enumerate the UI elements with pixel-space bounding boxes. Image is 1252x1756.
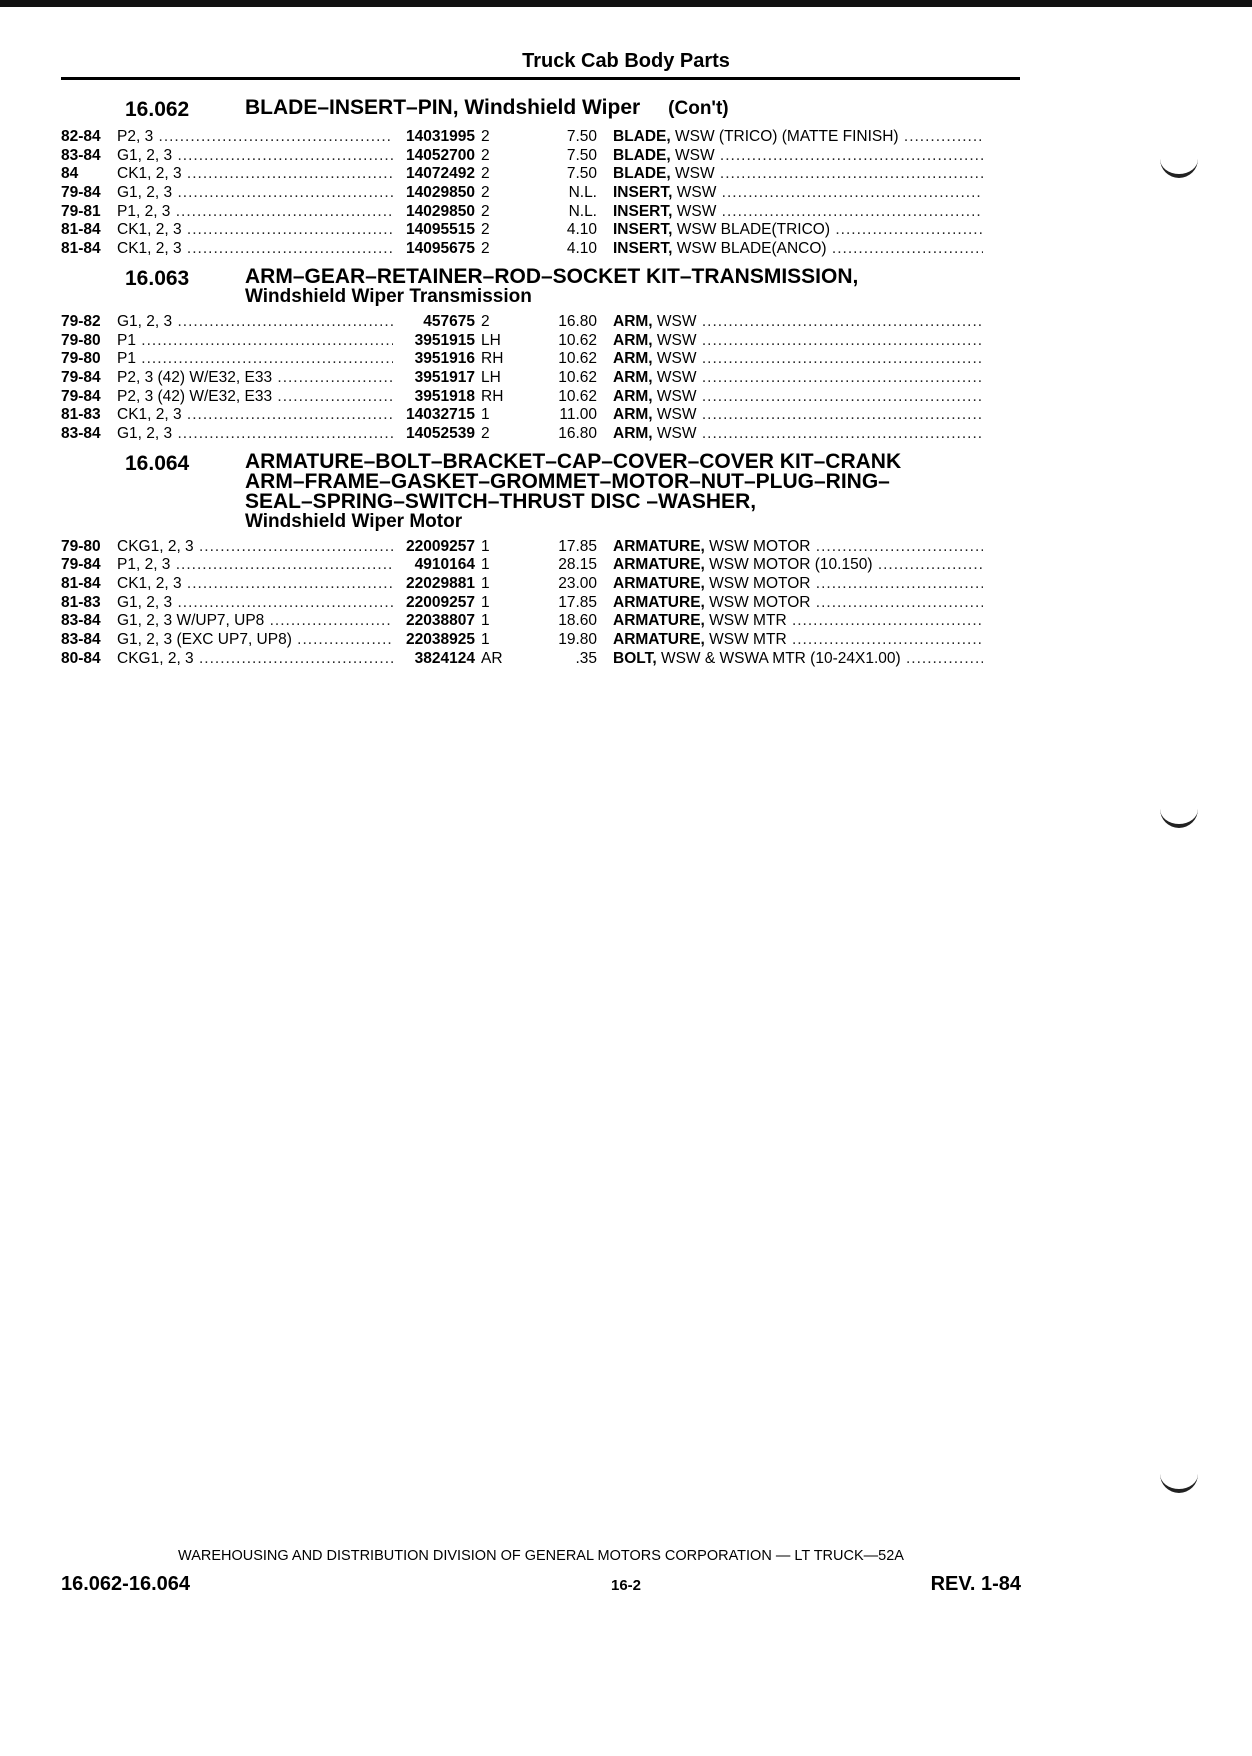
description (613, 650, 983, 669)
quantity: 2 (481, 128, 490, 145)
description (613, 388, 983, 407)
part-row (61, 332, 1021, 351)
description (613, 240, 983, 259)
part-name: INSERT, (613, 202, 673, 220)
part-number: 14029850 (406, 184, 475, 202)
quantity: RH (481, 387, 504, 405)
part-name: BLADE, (613, 165, 671, 183)
section-16-063 (61, 264, 1021, 444)
description (613, 332, 983, 351)
part-number: 14029850 (406, 202, 475, 220)
quantity: RH (481, 350, 504, 368)
section-title-text: ARM–GEAR–RETAINER–ROD–SOCKET KIT–TRANSMISSION, (245, 264, 859, 288)
part-number: 3951916 (414, 350, 475, 368)
part-row (61, 165, 1021, 184)
description (613, 184, 983, 203)
models: P2, 3 (42) W/E32, E33 ..... (117, 388, 393, 407)
price: 11.00 (559, 406, 597, 424)
part-row (61, 425, 1021, 444)
section-header (61, 264, 1021, 307)
part-number: 22029881 (406, 575, 475, 592)
models: G1, 2, 3 ..... (117, 594, 393, 613)
part-detail: WSW (656, 312, 697, 330)
part-number: 14031995 (406, 128, 475, 145)
part-number: 14052700 (406, 146, 475, 164)
description (613, 313, 983, 332)
section-header (61, 449, 1021, 532)
part-detail: WSW (656, 350, 697, 368)
quantity: 1 (481, 537, 490, 555)
parts-listing (61, 90, 1021, 668)
quantity: 2 (481, 312, 490, 330)
description (613, 350, 983, 369)
part-detail: WSW MTR (709, 631, 787, 649)
part-name: BLADE, (613, 146, 671, 164)
part-row (61, 147, 1021, 166)
price: 7.50 (566, 165, 597, 183)
part-detail: WSW (TRICO) (MATTE FINISH) (675, 128, 899, 145)
years: 81-84 (61, 240, 101, 258)
quantity: LH (481, 331, 501, 349)
years: 79-84 (61, 368, 101, 386)
price: 10.62 (558, 331, 597, 349)
footer-division: WAREHOUSING AND DISTRIBUTION DIVISION OF GENERAL MOTORS CORPORATION — LT TRUCK—52A (178, 1548, 904, 1564)
section-title (245, 449, 955, 532)
years: 80-84 (61, 649, 101, 667)
part-name: ARM, (613, 424, 653, 442)
page-title: Truck Cab Body Parts (522, 50, 730, 72)
price: 10.62 (558, 350, 597, 368)
price: 18.60 (558, 612, 597, 630)
description (613, 165, 983, 184)
part-name: ARMATURE, (613, 631, 705, 649)
part-number: 3824124 (414, 649, 475, 667)
price: 23.00 (558, 575, 597, 592)
quantity: 1 (481, 593, 490, 611)
quantity: 2 (481, 184, 490, 202)
part-row (61, 184, 1021, 203)
years: 79-84 (61, 184, 101, 202)
price: 10.62 (558, 387, 597, 405)
title-rule (61, 77, 1020, 80)
section-16-062 (61, 98, 1021, 259)
part-detail: WSW MOTOR (709, 537, 811, 555)
part-row (61, 650, 1021, 669)
years: 79-81 (61, 202, 101, 220)
part-name: BOLT, (613, 649, 657, 667)
part-name: ARMATURE, (613, 612, 705, 630)
section-title (245, 264, 955, 307)
part-number: 3951915 (414, 331, 475, 349)
models: CK1, 2, 3 ..... (117, 165, 393, 184)
quantity: 1 (481, 631, 490, 649)
footer-revision: REV. 1-84 (930, 1573, 1021, 1595)
part-detail: WSW (656, 331, 697, 349)
part-name: ARM, (613, 312, 653, 330)
part-name: ARM, (613, 350, 653, 368)
part-detail: WSW MOTOR (709, 593, 811, 611)
part-detail: WSW (656, 406, 697, 424)
top-border (0, 0, 1252, 7)
part-number: 4910164 (414, 556, 475, 574)
part-number: 3951917 (414, 368, 475, 386)
section-number: 16.063 (125, 266, 190, 290)
years: 79-84 (61, 387, 101, 405)
models: G1, 2, 3 W/UP7, UP8 ..... (117, 612, 393, 631)
years: 79-82 (61, 312, 101, 330)
models: G1, 2, 3 (EXC UP7, UP8) ..... (117, 631, 393, 650)
description (613, 594, 983, 613)
price: 28.15 (558, 556, 597, 574)
part-number: 14032715 (406, 406, 475, 424)
years: 79-80 (61, 537, 101, 555)
description (613, 575, 983, 594)
price: 17.85 (558, 537, 597, 555)
quantity: 1 (481, 556, 490, 574)
price: 10.62 (558, 368, 597, 386)
part-number: 22038925 (406, 631, 475, 649)
years: 81-84 (61, 575, 101, 592)
years: 83-84 (61, 424, 101, 442)
description (613, 612, 983, 631)
part-name: ARM, (613, 368, 653, 386)
part-row (61, 538, 1021, 557)
price: 7.50 (566, 128, 597, 145)
models: CK1, 2, 3 ..... (117, 406, 393, 425)
description (613, 538, 983, 557)
models: CK1, 2, 3 ..... (117, 221, 393, 240)
part-number: 14095515 (406, 221, 475, 239)
punch-hole-mark (1160, 150, 1198, 178)
models: G1, 2, 3 ..... (117, 313, 393, 332)
years: 83-84 (61, 631, 101, 649)
part-row (61, 388, 1021, 407)
models: CKG1, 2, 3 ..... (117, 650, 393, 669)
section-subtitle: Windshield Wiper Transmission (245, 285, 532, 307)
models: CKG1, 2, 3 ..... (117, 538, 393, 557)
part-row (61, 128, 1021, 147)
footer-section-range: 16.062-16.064 (61, 1573, 191, 1595)
part-number: 22009257 (406, 537, 475, 555)
description (613, 147, 983, 166)
price: 17.85 (558, 593, 597, 611)
part-row (61, 406, 1021, 425)
price: .35 (575, 649, 597, 667)
part-detail: WSW MTR (709, 612, 787, 630)
section-subtitle: Windshield Wiper Motor (245, 510, 463, 532)
part-detail: WSW BLADE(ANCO) (676, 240, 827, 258)
section-title-text: BLADE–INSERT–PIN, Windshield Wiper (245, 96, 641, 119)
part-number: 14072492 (406, 165, 475, 183)
part-row (61, 594, 1021, 613)
years: 79-84 (61, 556, 101, 574)
models: G1, 2, 3 ..... (117, 425, 393, 444)
punch-hole-mark (1160, 1465, 1198, 1493)
part-name: ARMATURE, (613, 593, 705, 611)
part-name: ARM, (613, 387, 653, 405)
quantity: 2 (481, 165, 490, 183)
part-name: INSERT, (613, 184, 673, 202)
quantity: 2 (481, 146, 490, 164)
quantity: 2 (481, 424, 490, 442)
models: CK1, 2, 3 ..... (117, 575, 393, 594)
part-name: BLADE, (613, 128, 671, 145)
years: 83-84 (61, 612, 101, 630)
part-detail: WSW (675, 165, 715, 183)
part-row (61, 369, 1021, 388)
part-row (61, 350, 1021, 369)
years: 79-80 (61, 350, 101, 368)
quantity: 1 (481, 612, 490, 630)
years: 79-80 (61, 331, 101, 349)
part-detail: WSW (676, 202, 717, 220)
section-number: 16.062 (125, 98, 190, 121)
part-row (61, 612, 1021, 631)
part-row (61, 313, 1021, 332)
part-row (61, 203, 1021, 222)
part-detail: WSW MOTOR (10.150) (709, 556, 873, 574)
models: P2, 3 ..... (117, 128, 393, 147)
quantity: 1 (481, 575, 490, 592)
section-title-text: ARMATURE–BOLT–BRACKET–CAP–COVER–COVER KIT–CRANK ARM–FRAME–GASKET–GROMMET–MOTOR–NUT–PLUG–RING–SEAL–SPRING–SWITCH–THRUST DISC –WASHER, (245, 449, 902, 513)
years: 84 (61, 165, 79, 183)
price: N.L. (568, 184, 597, 202)
footer-page-number: 16-2 (610, 1577, 642, 1594)
part-name: INSERT, (613, 221, 673, 239)
part-row (61, 221, 1021, 240)
description (613, 128, 983, 147)
part-row (61, 631, 1021, 650)
models: G1, 2, 3 ..... (117, 147, 393, 166)
years: 83-84 (61, 146, 101, 164)
part-detail: WSW (676, 184, 717, 202)
part-detail: WSW (656, 368, 697, 386)
punch-hole-mark (1160, 800, 1198, 828)
description (613, 425, 983, 444)
part-number: 22038807 (406, 612, 475, 630)
price: 7.50 (566, 146, 597, 164)
part-detail: WSW (656, 424, 697, 442)
part-detail: WSW (675, 146, 715, 164)
price: N.L. (568, 202, 597, 220)
description (613, 406, 983, 425)
years: 82-84 (61, 128, 101, 145)
part-name: ARMATURE, (613, 537, 705, 555)
part-detail: WSW MOTOR (709, 575, 811, 592)
price: 4.10 (566, 240, 597, 258)
part-number: 14095675 (406, 240, 475, 258)
description (613, 221, 983, 240)
section-16-064 (61, 449, 1021, 669)
models: P2, 3 (42) W/E32, E33 ..... (117, 369, 393, 388)
part-number: 457675 (423, 312, 475, 330)
price: 16.80 (558, 312, 597, 330)
models: P1 ..... (117, 332, 393, 351)
price: 4.10 (566, 221, 597, 239)
part-number: 14052539 (406, 424, 475, 442)
years: 81-83 (61, 593, 101, 611)
quantity: 2 (481, 202, 490, 220)
section-number: 16.064 (125, 451, 190, 475)
price: 19.80 (558, 631, 597, 649)
part-name: ARM, (613, 406, 653, 424)
part-name: ARMATURE, (613, 556, 705, 574)
models: P1, 2, 3 ..... (117, 556, 393, 575)
part-detail: WSW (656, 387, 697, 405)
quantity: 2 (481, 240, 490, 258)
years: 81-84 (61, 221, 101, 239)
models: CK1, 2, 3 ..... (117, 240, 393, 259)
part-row (61, 575, 1021, 594)
part-name: ARMATURE, (613, 575, 705, 592)
quantity: AR (481, 649, 503, 667)
part-name: ARM, (613, 331, 653, 349)
part-number: 22009257 (406, 593, 475, 611)
part-number: 3951918 (414, 387, 475, 405)
models: P1, 2, 3 ..... (117, 203, 393, 222)
part-detail: WSW & WSWA MTR (10-24X1.00) (660, 649, 901, 667)
models: G1, 2, 3 ..... (117, 184, 393, 203)
section-header (61, 98, 1021, 122)
part-detail: WSW BLADE(TRICO) (676, 221, 831, 239)
quantity: LH (481, 368, 501, 386)
description (613, 369, 983, 388)
years: 81-83 (61, 406, 101, 424)
part-name: INSERT, (613, 240, 673, 258)
models: P1 ..... (117, 350, 393, 369)
quantity: 2 (481, 221, 490, 239)
part-row (61, 240, 1021, 259)
price: 16.80 (558, 424, 597, 442)
description (613, 631, 983, 650)
part-row (61, 556, 1021, 575)
section-title (245, 98, 955, 119)
description (613, 556, 983, 575)
quantity: 1 (481, 406, 490, 424)
description (613, 203, 983, 222)
continued-label: (Con't) (668, 98, 729, 119)
